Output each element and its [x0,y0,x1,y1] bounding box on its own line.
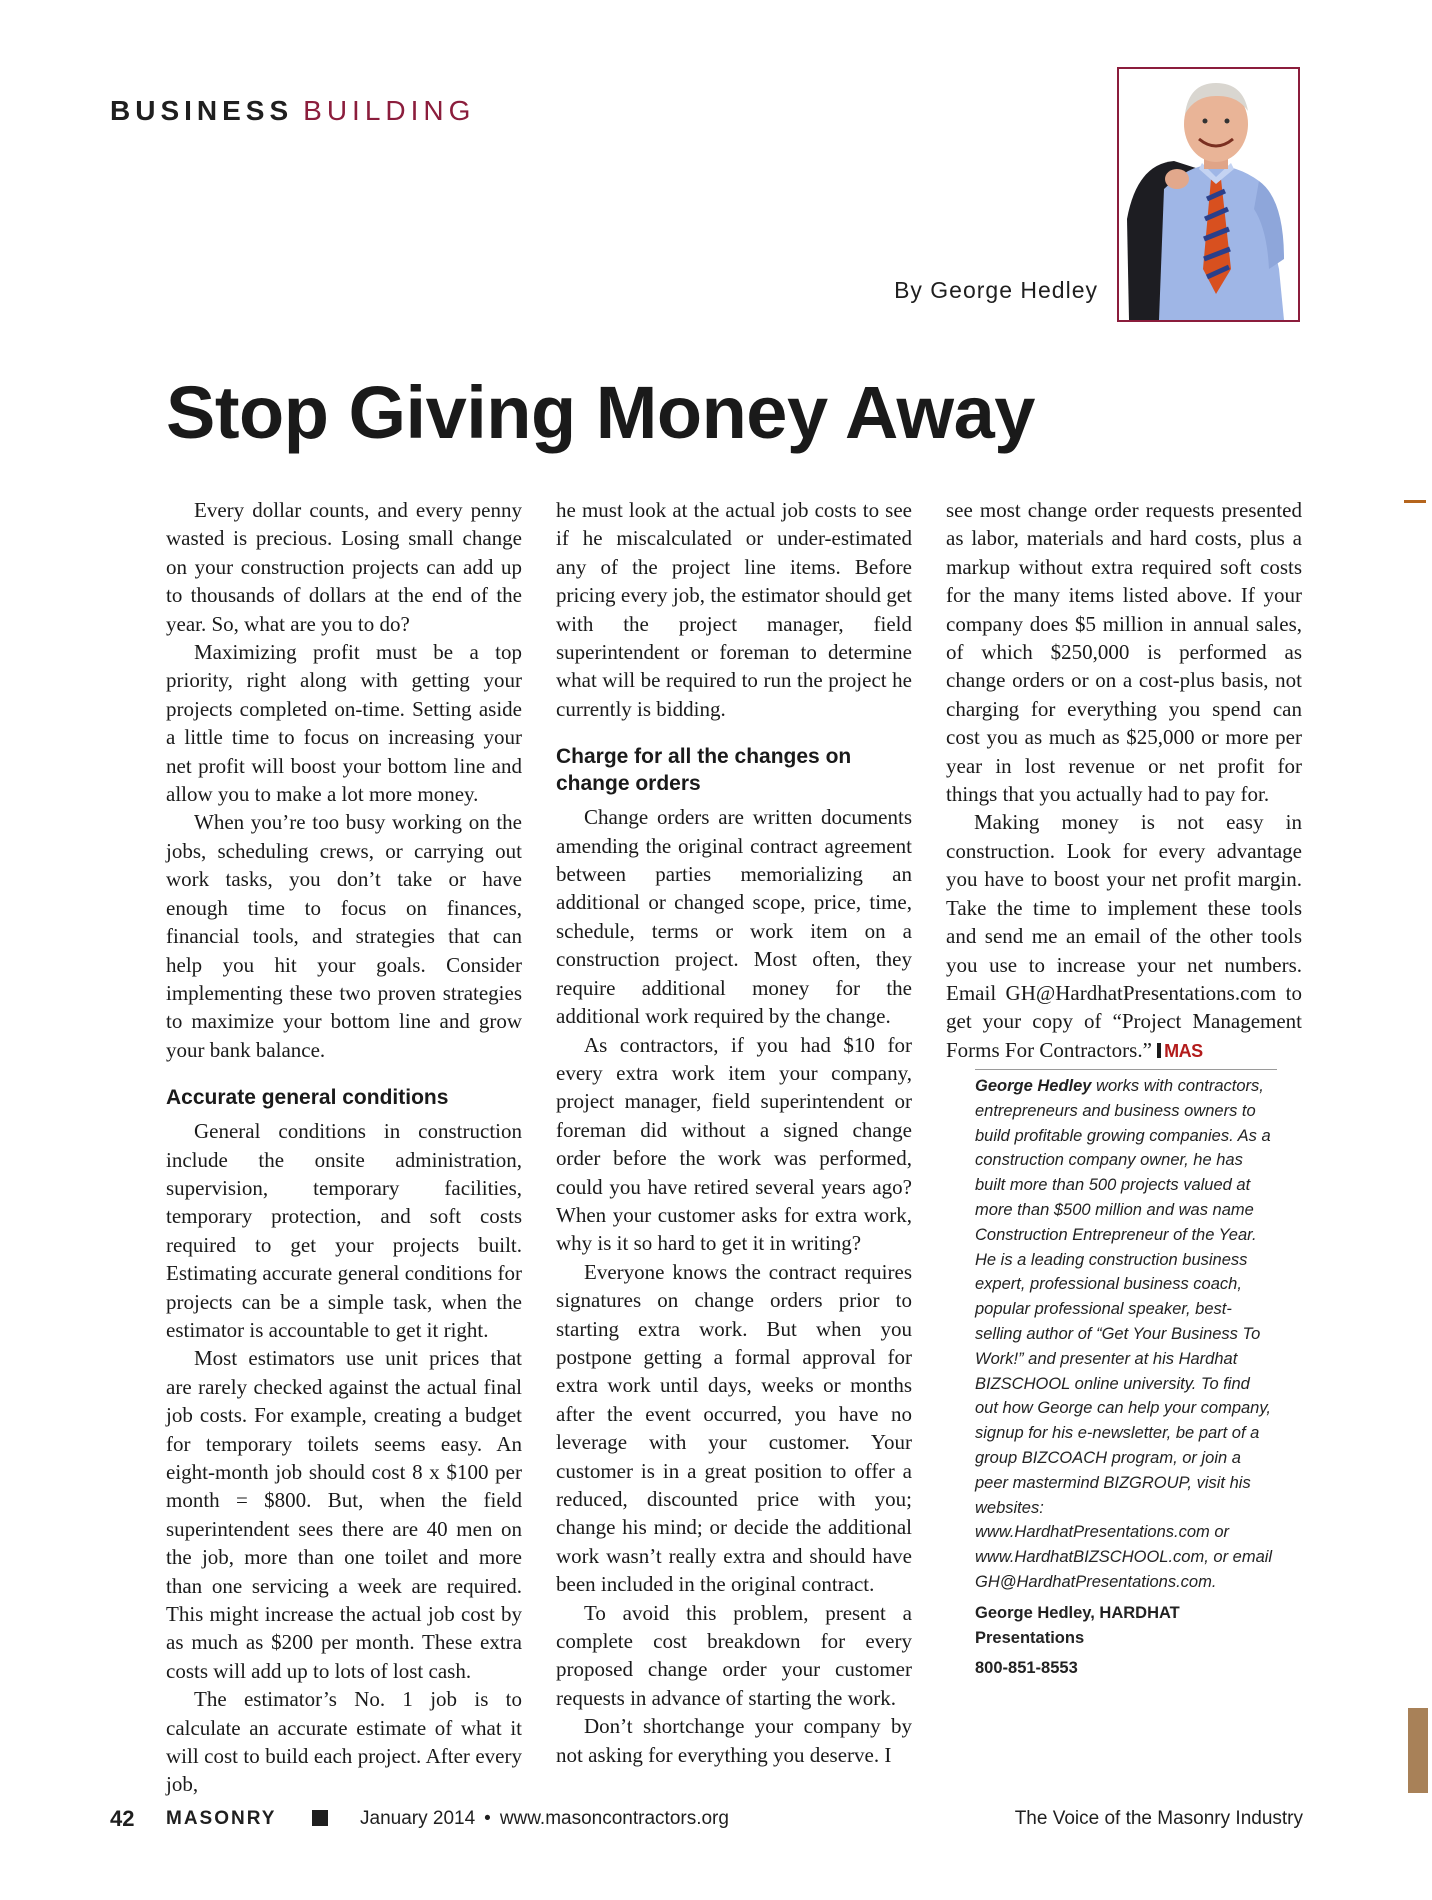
bio-name: George Hedley [975,1077,1092,1095]
bio-body: works with contractors, entrepreneurs and business owners to build profitable growing companies. As a construction company owner, he has built more than 500 projects valued at more than $500 million and was name Construction Entrepreneur of the Year. He is a leading construction business expert, professional business coach, popular professional speaker, best-selling author of “Get Your Business To Work!” and presenter at his Hardhat BIZSCHOOL online university. To find out how George can help your company, signup for his e-newsletter, be part of a group BIZCOACH program, or join a peer mastermind BIZGROUP, visit his websites: www.HardhatPresentations.com or www.HardhatBIZSCHOOL.com, or email GH@HardhatPresentations.com. [975,1077,1273,1591]
square-bullet-icon [312,1810,328,1826]
paragraph: As contractors, if you had $10 for every extra work item your company, project manager, field superintendent or foreman did without a signed change order before the work was performed, could you have retired several years ago? When your customer asks for extra work, why is it so hard to get it in writing? [556,1032,912,1256]
bullet-separator: • [484,1808,491,1829]
magazine-name: MASONRY [166,1808,277,1829]
page-edge-tab [1408,1708,1428,1793]
column-2 [556,496,912,1769]
paragraph: Everyone knows the contract requires signatures on change orders prior to starting extra work. But when you postpone getting a formal approval for extra work until days, weeks or months after the event occurred, you have no leverage with your customer. Your customer is in a great position to offer a reduced, discounted price with you; change his mind; or decide the additional work wasn’t really extra and should have been included in the original contract. [556,1259,912,1597]
column-3 [946,496,1302,1065]
end-mark-bar [1157,1043,1161,1058]
paragraph: To avoid this problem, present a complete cost breakdown for every proposed change order your customer requests in advance of starting the work. [556,1600,912,1710]
paragraph-text: Making money is not easy in construction. Look for every advantage you have to boost your net profit margin. Take the time to implement these tools and send me an email of the other tools you use to increase your net numbers. Email GH@HardhatPresentations.com to get your copy of “Project Management Forms For Contractors.” [946,810,1302,1062]
paragraph: Maximizing profit must be a top priority, right along with getting your projects completed on-time. Setting aside a little time to focus on increasing your net profit will boost your bottom line and allow you to make a lot more money. [166,640,522,807]
article-title: Stop Giving Money Away [166,371,1035,454]
paragraph: Every dollar counts, and every penny wasted is precious. Losing small change on your construction projects can add up to thousands of dollars at the end of the year. So, what are you to do? [166,498,522,636]
byline: By George Hedley [894,277,1098,303]
paragraph: The estimator’s No. 1 job is to calculate an accurate estimate of what it will cost to build each project. After every job, [166,1687,522,1797]
paragraph [946,808,1302,1065]
paragraph: General conditions in construction include the onsite administration, supervision, temporary facilities, temporary protection, and soft costs required to get your projects built. Estimating accurate general conditions for projects can be a simple task, when the estimator is accountable to get it right. [166,1119,522,1342]
page-number: 42 [110,1806,135,1831]
margin-tick [1404,500,1426,503]
website-url: www.masoncontractors.org [499,1808,729,1829]
bio-signature: George Hedley, HARDHAT Presentations [975,1603,1180,1647]
author-photo-illustration [1119,69,1298,320]
issue-date: January 2014 [360,1808,476,1829]
tagline: The Voice of the Masonry Industry [1014,1808,1303,1829]
paragraph: he must look at the actual job costs to see if he miscalculated or under-estimated any of the project line items. Before pricing every job, the estimator should get with the project manager, field superintendent or foreman to determine what will be required to run the project he currently is bidding. [556,498,912,721]
bio-text [975,1074,1277,1595]
end-mark [1157,1041,1203,1061]
paragraph: Change orders are written documents amending the original contract agreement between parties memorializing an additional or changed scope, price, time, schedule, terms or work item on a construction project. Most often, they require additional money for the additional work required by the change. [556,805,912,1029]
paragraph: see most change order requests presented as labor, materials and hard costs, plus a markup without extra required soft costs for the many items listed above. If your company does $5 million in annual sales, of which $250,000 is performed as change orders or on a cost-plus basis, not charging for everything you spend can cost you as much as $25,000 or more per year in lost revenue or net profit for things that you actually had to pay for. [946,498,1302,807]
author-bio [975,1069,1277,1681]
section-label: BUSINESS [110,95,294,126]
paragraph: Most estimators use unit prices that are rarely checked against the actual final job costs. For example, creating a budget for temporary toilets seems easy. An eight-month job should cost 8 x $100 per month = $800. But, when the field superintendent sees there are 40 men on the job, more than one toilet and more than one servicing a week are required. This might increase the actual job cost by as much as $200 per month. These extra costs will add up to lots of lost cash. [166,1346,522,1683]
subsection-label: BUILDING [303,95,476,126]
section-header [110,95,475,127]
author-photo [1117,67,1300,322]
subheading-change-orders: Charge for all the changes on change orders [556,745,852,796]
bio-phone: 800-851-8553 [975,1659,1078,1678]
subheading-general-conditions: Accurate general conditions [166,1086,449,1110]
column-1 [166,496,522,1799]
paragraph: When you’re too busy working on the jobs, scheduling crews, or carrying out work tasks, you don’t take or have enough time to focus on finances, financial tools, and strategies that can help you hit your goals. Consider implementing these two proven strategies to maximize your bottom line and grow your bank balance. [166,810,522,1062]
end-mark-text: MAS [1164,1040,1203,1061]
paragraph: Don’t shortchange your company by not asking for everything you deserve. I [556,1714,912,1767]
issue-info [360,1808,729,1830]
